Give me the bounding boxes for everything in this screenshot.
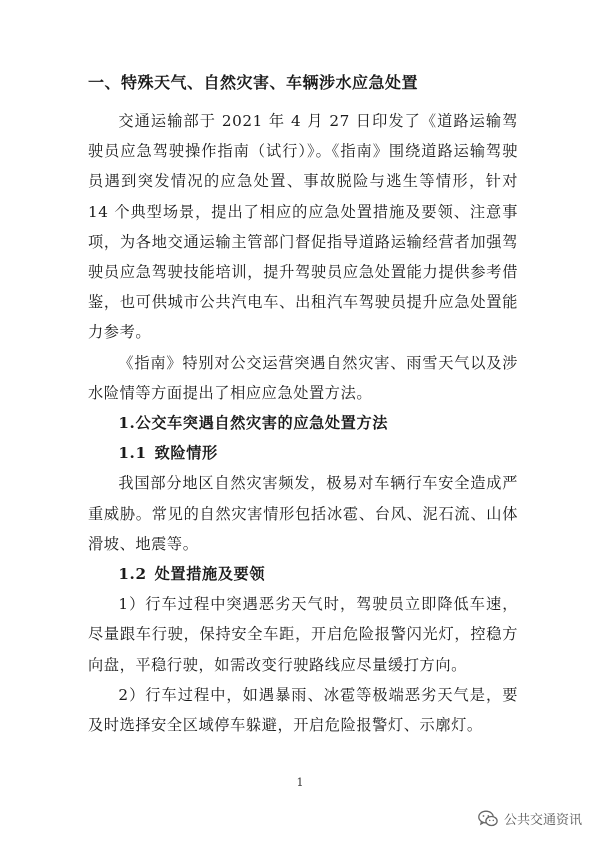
- measure-item-2: 2）行车过程中，如遇暴雨、冰雹等极端恶劣天气是，要及时选择安全区域停车躲避，开启危险报警灯、示廓灯。: [88, 685, 518, 735]
- subheading-1-1: [88, 438, 518, 468]
- subheading-1-2-number: 1.2: [118, 565, 147, 584]
- page-content: [88, 72, 518, 740]
- wechat-icon: [478, 810, 498, 828]
- hazard-paragraph: 我国部分地区自然灾害频发，极易对车辆行车安全造成严重威胁。常见的自然灾害情形包括冰雹、台风、泥石流、山体滑坡、地震等。: [88, 474, 518, 553]
- subheading-1-2-title: 处置措施及要领: [154, 565, 266, 584]
- page-number: 1: [296, 776, 304, 789]
- subheading-1-2: [88, 559, 518, 589]
- section-heading: 一、特殊天气、自然灾害、车辆涉水应急处置: [88, 73, 419, 92]
- subheading-1-1-number: 1.1: [118, 444, 147, 463]
- measure-item-1: 1）行车过程中突遇恶劣天气时，驾驶员立即降低车速，尽量跟车行驶，保持安全车距，开启危险报警闪光灯，控稳方向盘，平稳行驶，如需改变行驶路线应尽量缓打方向。: [88, 595, 518, 674]
- intro-paragraph: 交通运输部于 2021 年 4 月 27 日印发了《道路运输驾驶员应急驾驶操作指南（试行）》。《指南》围绕道路运输驾驶员遇到突发情况的应急处置、事故脱险与逃生等情形，针对 14 个典型场景，提出了相应的应急处置措施及要领、注意事项，为各地交通运输主管部门督促指导道路运输经营者加强驾驶员应急驾驶技能培训，提升驾驶员应急处置能力提供参考借鉴，也可供城市公共汽电车、出租汽车驾驶员提升应急处置能力参考。: [88, 112, 518, 342]
- watermark: [478, 809, 582, 828]
- subheading-1: 1.公交车突遇自然灾害的应急处置方法: [118, 414, 389, 433]
- scope-paragraph: 《指南》特别对公交运营突遇自然灾害、雨雪天气以及涉水险情等方面提出了相应应急处置方法。: [88, 353, 518, 402]
- subheading-1-1-title: 致险情形: [154, 444, 218, 463]
- watermark-text: 公共交通资讯: [503, 813, 582, 828]
